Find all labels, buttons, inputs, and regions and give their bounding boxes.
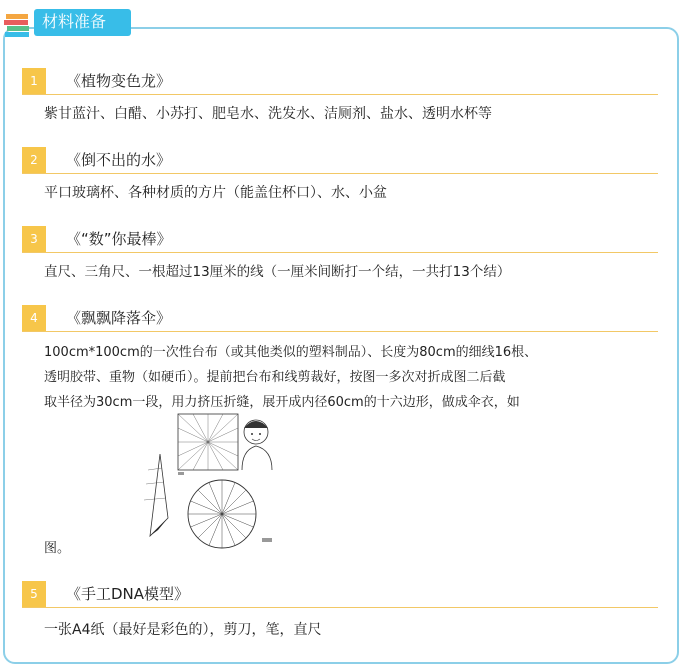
paragraph-line: 取半径为30cm一段，用力挤压折缝，展开成内径60cm的十六边形，做成伞衣，如 [44,395,520,410]
section-heading [22,226,658,253]
parachute-folding-diagram [138,410,278,550]
section-5 [22,581,658,608]
section-title: 《飘飘降落伞》 [66,309,172,327]
section-number-badge: 2 [22,147,46,173]
section-text: 一张A4纸（最好是彩色的），剪刀，笔，直尺 [44,622,322,638]
section-heading [22,68,658,95]
books-icon [4,10,32,40]
section-4 [22,305,658,332]
section-title: 《植物变色龙》 [66,72,172,90]
paragraph-line: 100cm*100cm的一次性台布（或其他类似的塑料制品）、长度为80cm的细线16根、 [44,345,538,360]
section-3 [22,226,658,253]
section-number-badge: 3 [22,226,46,252]
section-text: 紫甘蓝汁、白醋、小苏打、肥皂水、洗发水、洁厕剂、盐水、透明水杯等 [44,106,492,122]
section-1 [22,68,658,95]
section-number-badge: 1 [22,68,46,94]
section-title: 《手工DNA模型》 [66,585,190,603]
section-2 [22,147,658,174]
section-text: 直尺、三角尺、一根超过13厘米的线（一厘米间断打一个结，一共打13个结） [44,264,511,280]
section-heading [22,305,658,332]
section-heading [22,147,658,174]
paragraph-line: 图。 [44,541,71,556]
section-heading [22,581,658,608]
section-text: 平口玻璃杯、各种材质的方片（能盖住杯口）、水、小盆 [44,185,387,201]
section-number-badge: 4 [22,305,46,331]
section-title: 《倒不出的水》 [66,151,172,169]
section-title: 《“数”你最棒》 [66,230,172,248]
paragraph-line: 透明胶带、重物（如硬币）。提前把台布和线剪裁好，按图一多次对折成图二后截 [44,370,506,385]
section-header-title: 材料准备 [42,12,107,31]
section-number-badge: 5 [22,581,46,607]
